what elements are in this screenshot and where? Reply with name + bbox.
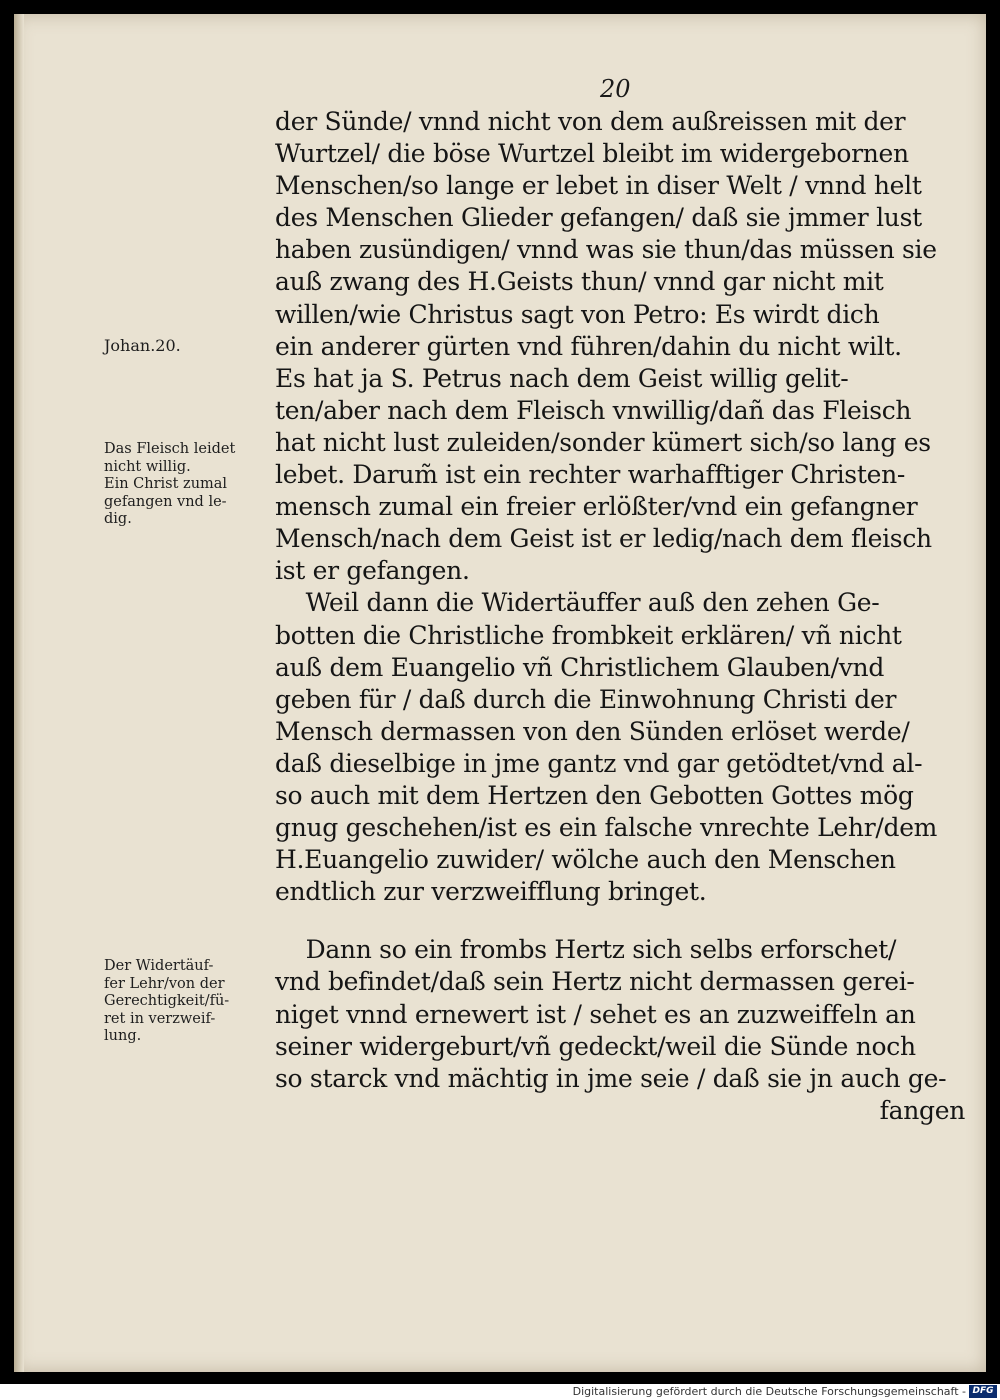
margin-note-fleisch — [104, 441, 279, 529]
page-binding-edge — [14, 14, 24, 1372]
text-line: Menschen/so lange er lebet in diser Welt / vnnd helt — [275, 171, 922, 201]
margin-note-line: dig. — [104, 511, 132, 527]
text-line: Mensch/nach dem Geist ist er ledig/nach dem fleisch — [275, 524, 932, 554]
margin-note-line: Das Fleisch leidet — [104, 441, 236, 457]
margin-note-line: lung. — [104, 1028, 142, 1044]
text-line: lebet. Darum̃ ist ein rechter warhafftiger Christen- — [275, 460, 906, 490]
margin-note-line: Gerechtigkeit/fü- — [104, 993, 230, 1009]
footer-credit: Digitalisierung gefördert durch die Deutsche Forschungsgemeinschaft - — [572, 1385, 966, 1398]
text-line: Mensch dermassen von den Sünden erlöset werde/ — [275, 716, 910, 746]
text-line: botten die Christliche frombkeit erklären/ vñ nicht — [275, 620, 902, 650]
main-text-block — [275, 106, 965, 1127]
text-line: hat nicht lust zuleiden/sonder kümert sich/so lang es — [275, 427, 931, 457]
margin-note-line: Der Widertäuf- — [104, 958, 214, 974]
text-line: H.Euangelio zuwider/ wölche auch den Menschen — [275, 845, 896, 875]
text-line: Weil dann die Widertäuffer auß den zehen Ge- — [275, 588, 880, 618]
margin-note-line: Ein Christ zumal — [104, 476, 228, 492]
text-line: endtlich zur verzweifflung bringet. — [275, 877, 707, 907]
paragraph-1 — [275, 106, 965, 587]
text-line: des Menschen Glieder gefangen/ daß sie jmmer lust — [275, 203, 922, 233]
catchword: fangen — [879, 1095, 965, 1125]
text-line: Dann so ein frombs Hertz sich selbs erforschet/ — [275, 935, 897, 965]
margin-note-line: ret in verzweif- — [104, 1010, 216, 1027]
text-line: so auch mit dem Hertzen den Gebotten Gottes mög — [275, 780, 914, 810]
text-line: auß dem Euangelio vñ Christlichem Glauben/vnd — [275, 652, 885, 682]
text-line: willen/wie Christus sagt von Petro: Es wirdt dich — [275, 299, 880, 329]
text-line: geben für / daß durch die Einwohnung Christi der — [275, 684, 897, 714]
text-line: ein anderer gürten vnd führen/dahin du nicht wilt. — [275, 331, 902, 361]
text-line: ist er gefangen. — [275, 556, 470, 586]
paragraph-gap — [275, 908, 965, 934]
text-line: auß zwang des H.Geists thun/ vnnd gar nicht mit — [275, 267, 884, 297]
margin-note-johan — [104, 337, 279, 355]
text-line: vnd befindet/daß sein Hertz nicht dermassen gerei- — [275, 967, 915, 997]
page-number: 20 — [600, 75, 631, 103]
text-line: ten/aber nach dem Fleisch vnwillig/dañ das Fleisch — [275, 395, 912, 425]
text-line: haben zusündigen/ vnnd was sie thun/das müssen sie — [275, 235, 937, 265]
text-line: daß dieselbige in jme gantz vnd gar getödtet/vnd al- — [275, 748, 923, 778]
text-line: niget vnnd ernewert ist / sehet es an zuzweiffeln an — [275, 999, 916, 1029]
margin-note-line: Johan.20. — [104, 336, 181, 355]
text-line: der Sünde/ vnnd nicht von dem außreissen mit der — [275, 107, 906, 136]
text-line: mensch zumal ein freier erlößter/vnd ein gefangner — [275, 492, 918, 522]
text-line: Wurtzel/ die böse Wurtzel bleibt im widergebornen — [275, 139, 909, 169]
margin-note-widertaeufer — [104, 958, 279, 1046]
text-line: gnug geschehen/ist es ein falsche vnrechte Lehr/dem — [275, 813, 938, 843]
margin-note-line: nicht willig. — [104, 458, 191, 475]
dfg-logo: DFG — [969, 1385, 997, 1398]
paragraph-3 — [275, 934, 965, 1127]
text-line: so starck vnd mächtig in jme seie / daß sie jn auch ge- — [275, 1063, 947, 1093]
margin-note-line: gefangen vnd le- — [104, 493, 227, 510]
paragraph-2 — [275, 587, 965, 908]
text-line: seiner widergeburt/vñ gedeckt/weil die Sünde noch — [275, 1031, 916, 1061]
text-line: Es hat ja S. Petrus nach dem Geist willig gelit- — [275, 363, 849, 393]
margin-note-line: fer Lehr/von der — [104, 975, 225, 992]
